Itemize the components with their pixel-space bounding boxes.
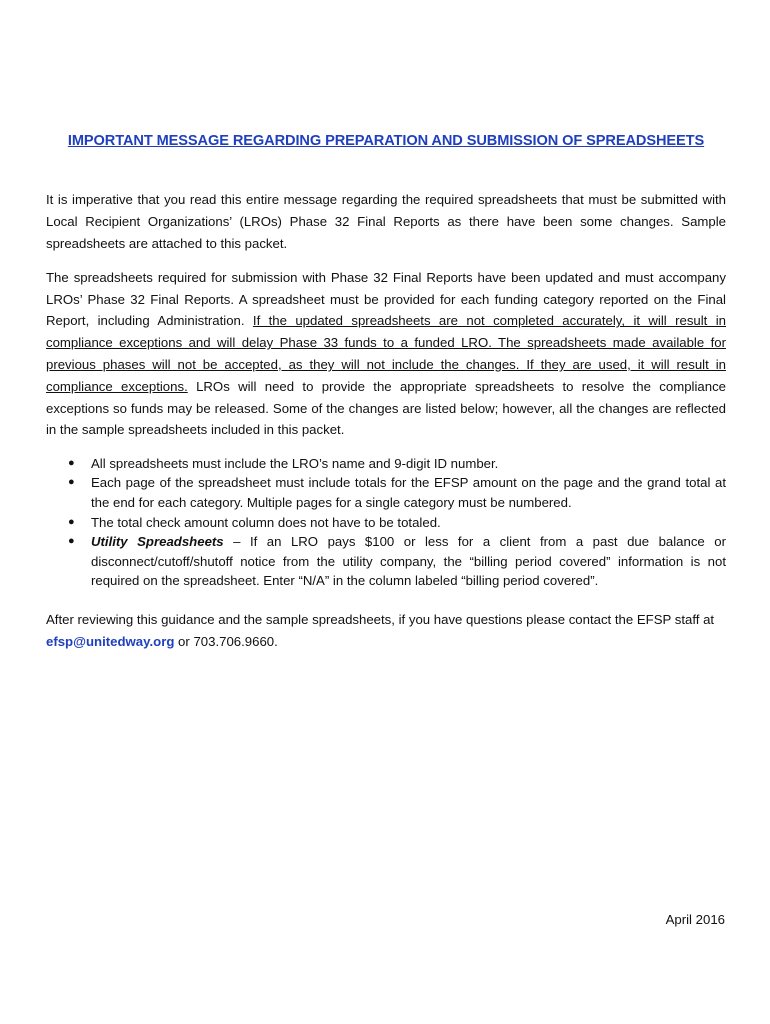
list-item-text: Each page of the spreadsheet must include totals for the EFSP amount on the page and the grand total at the end for each category. Multiple pages for a single category must be numbered.	[91, 475, 726, 510]
bullet-icon: ●	[68, 476, 75, 489]
list-item	[68, 513, 726, 533]
bullet-icon: ●	[68, 535, 75, 548]
requirements-text-start: The spreadsheets required for submission with Phase 32 Final Reports have been updated and must accompany LROs’ Phase 32 Final Reports. A spreadsheet must be provided for each funding category reported on the Final Report, including Administration.	[46, 269, 726, 329]
requirements-paragraph	[46, 267, 726, 441]
intro-paragraph: It is imperative that you read this entire message regarding the required spreadsheets that must be submitted with Local Recipient Organizations’ (LROs) Phase 32 Final Reports as there have been some changes. Sample spreadsheets are attached to this packet.	[46, 192, 726, 251]
document-date: April 2016	[665, 912, 725, 927]
email-link[interactable]: efsp@unitedway.org	[46, 633, 175, 649]
list-item-text: All spreadsheets must include the LRO’s name and 9-digit ID number.	[91, 455, 499, 471]
list-item	[68, 473, 726, 512]
requirements-text-end: LROs will need to provide the appropriate spreadsheets to resolve the compliance exceptions so funds may be released. Some of the changes are listed below; however, all the changes are reflected in the sample spreadsheets included in this packet.	[46, 378, 727, 438]
contact-text-start: After reviewing this guidance and the sample spreadsheets, if you have questions please contact the EFSP staff at	[46, 611, 715, 627]
contact-paragraph	[46, 609, 726, 653]
list-item-label: Utility Spreadsheets	[91, 534, 224, 550]
list-item-text: The total check amount column does not have to be totaled.	[91, 514, 441, 530]
compliance-warning: If the updated spreadsheets are not completed accurately, it will result in compliance exceptions and will delay Phase 33 funds to a funded LRO. The spreadsheets made available for previous phases will not be accepted, as they will not include the changes. If they are used, it will result in compliance exceptions.	[46, 313, 726, 394]
list-item	[68, 532, 726, 591]
page-title: IMPORTANT MESSAGE REGARDING PREPARATION AND SUBMISSION OF SPREADSHEETS	[67, 133, 705, 149]
bullet-icon: ●	[68, 515, 75, 528]
list-item	[68, 454, 726, 474]
document-body	[46, 189, 726, 665]
contact-text-end: or 703.706.9660.	[174, 633, 278, 649]
list-item-text: – If an LRO pays $100 or less for a client from a past due balance or disconnect/cutoff/shutoff notice from the utility company, the “billing period covered” information is not required on the spreadsheet. Enter “N/A” in the column labeled “billing period covered”.	[91, 534, 726, 589]
changes-list	[46, 454, 726, 591]
bullet-icon: ●	[68, 456, 75, 469]
